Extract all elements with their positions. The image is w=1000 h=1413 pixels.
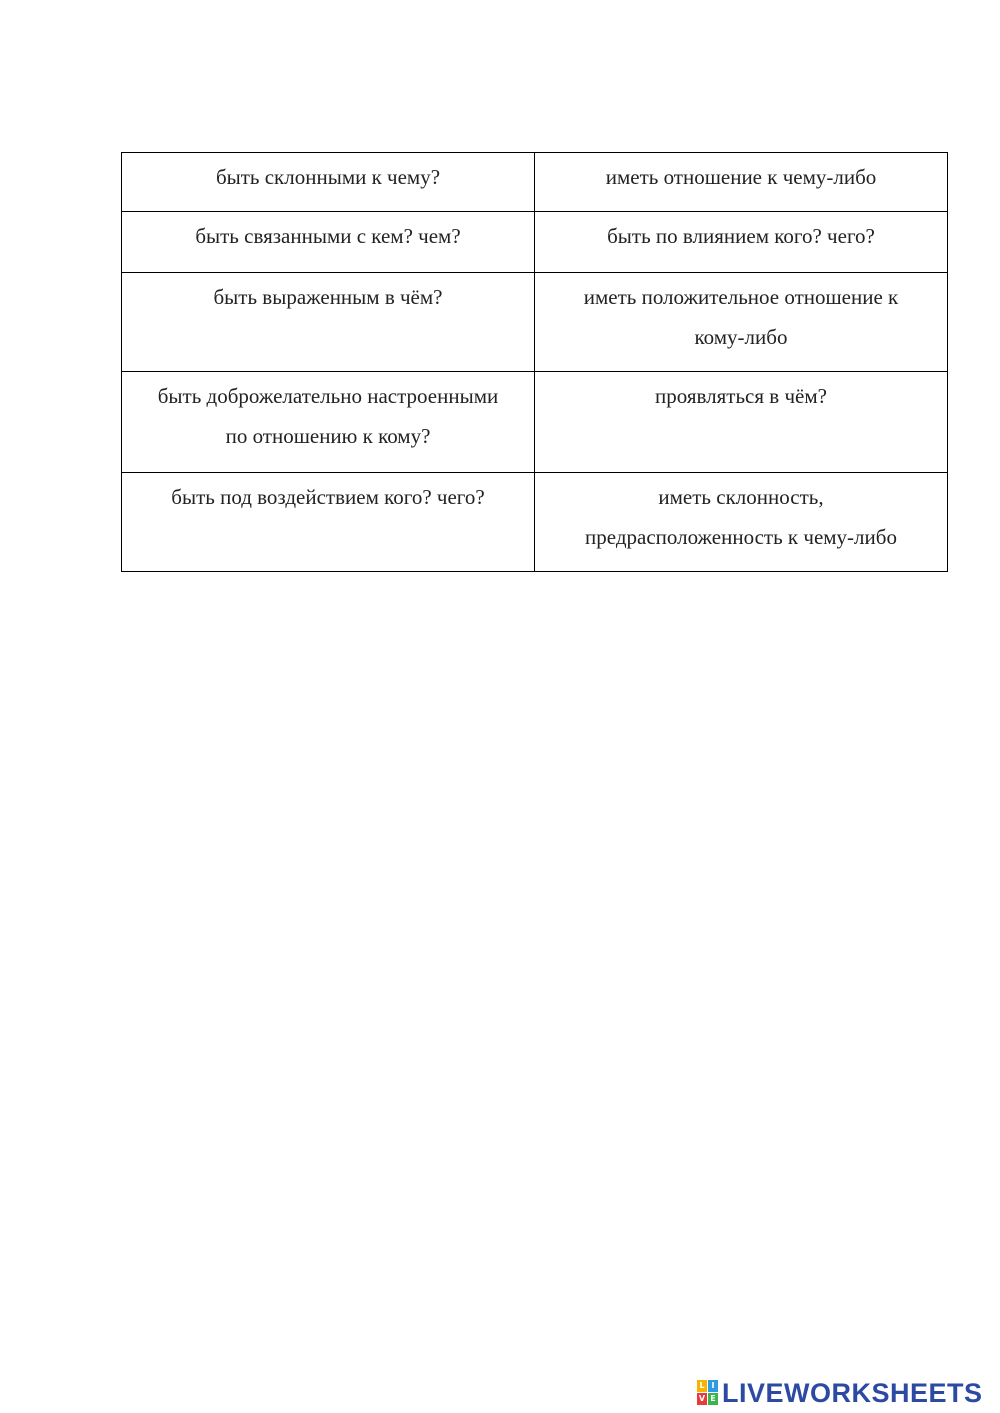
matching-table (121, 152, 948, 572)
cell-text-line: по отношению к кому? (225, 424, 431, 448)
cell-text: иметь отношение к чему-либо (605, 165, 877, 189)
table-cell-right (535, 212, 948, 273)
table-cell-left (122, 372, 535, 473)
table-cell-right (535, 153, 948, 212)
cell-text-line: иметь положительное отношение к (583, 285, 899, 309)
cell-text: быть склонными к чему? (215, 165, 441, 189)
brand-wordmark: LIVEWORKSHEETS (722, 1377, 983, 1408)
table-cell-right (535, 473, 948, 572)
table-cell-right (535, 273, 948, 372)
cell-text-line: быть доброжелательно настроенными (157, 384, 499, 408)
table-cell-right (535, 372, 948, 473)
cell-text-line: предрасположенность к чему-либо (585, 525, 897, 549)
liveworksheets-brand (697, 1376, 983, 1410)
logo-letter: I (708, 1380, 718, 1392)
cell-text-line: иметь склонность, (658, 485, 824, 509)
cell-text: быть связанными с кем? чем? (195, 224, 461, 248)
table-cell-left (122, 153, 535, 212)
cell-text-line: кому-либо (694, 325, 788, 349)
cell-text: проявляться в чём? (655, 384, 827, 408)
cell-text: быть по влиянием кого? чего? (607, 224, 875, 248)
liveworksheets-logo-icon (697, 1380, 719, 1406)
table-cell-left (122, 473, 535, 572)
table-row (122, 273, 948, 372)
cell-text: быть под воздействием кого? чего? (171, 485, 485, 509)
table-row (122, 153, 948, 212)
logo-letter: E (708, 1393, 718, 1405)
cell-text: быть выраженным в чём? (213, 285, 443, 309)
table-row (122, 212, 948, 273)
table-row (122, 473, 948, 572)
table-row (122, 372, 948, 473)
logo-letter: V (698, 1394, 706, 1403)
table-cell-left (122, 212, 535, 273)
table-cell-left (122, 273, 535, 372)
logo-letter: L (697, 1380, 707, 1392)
